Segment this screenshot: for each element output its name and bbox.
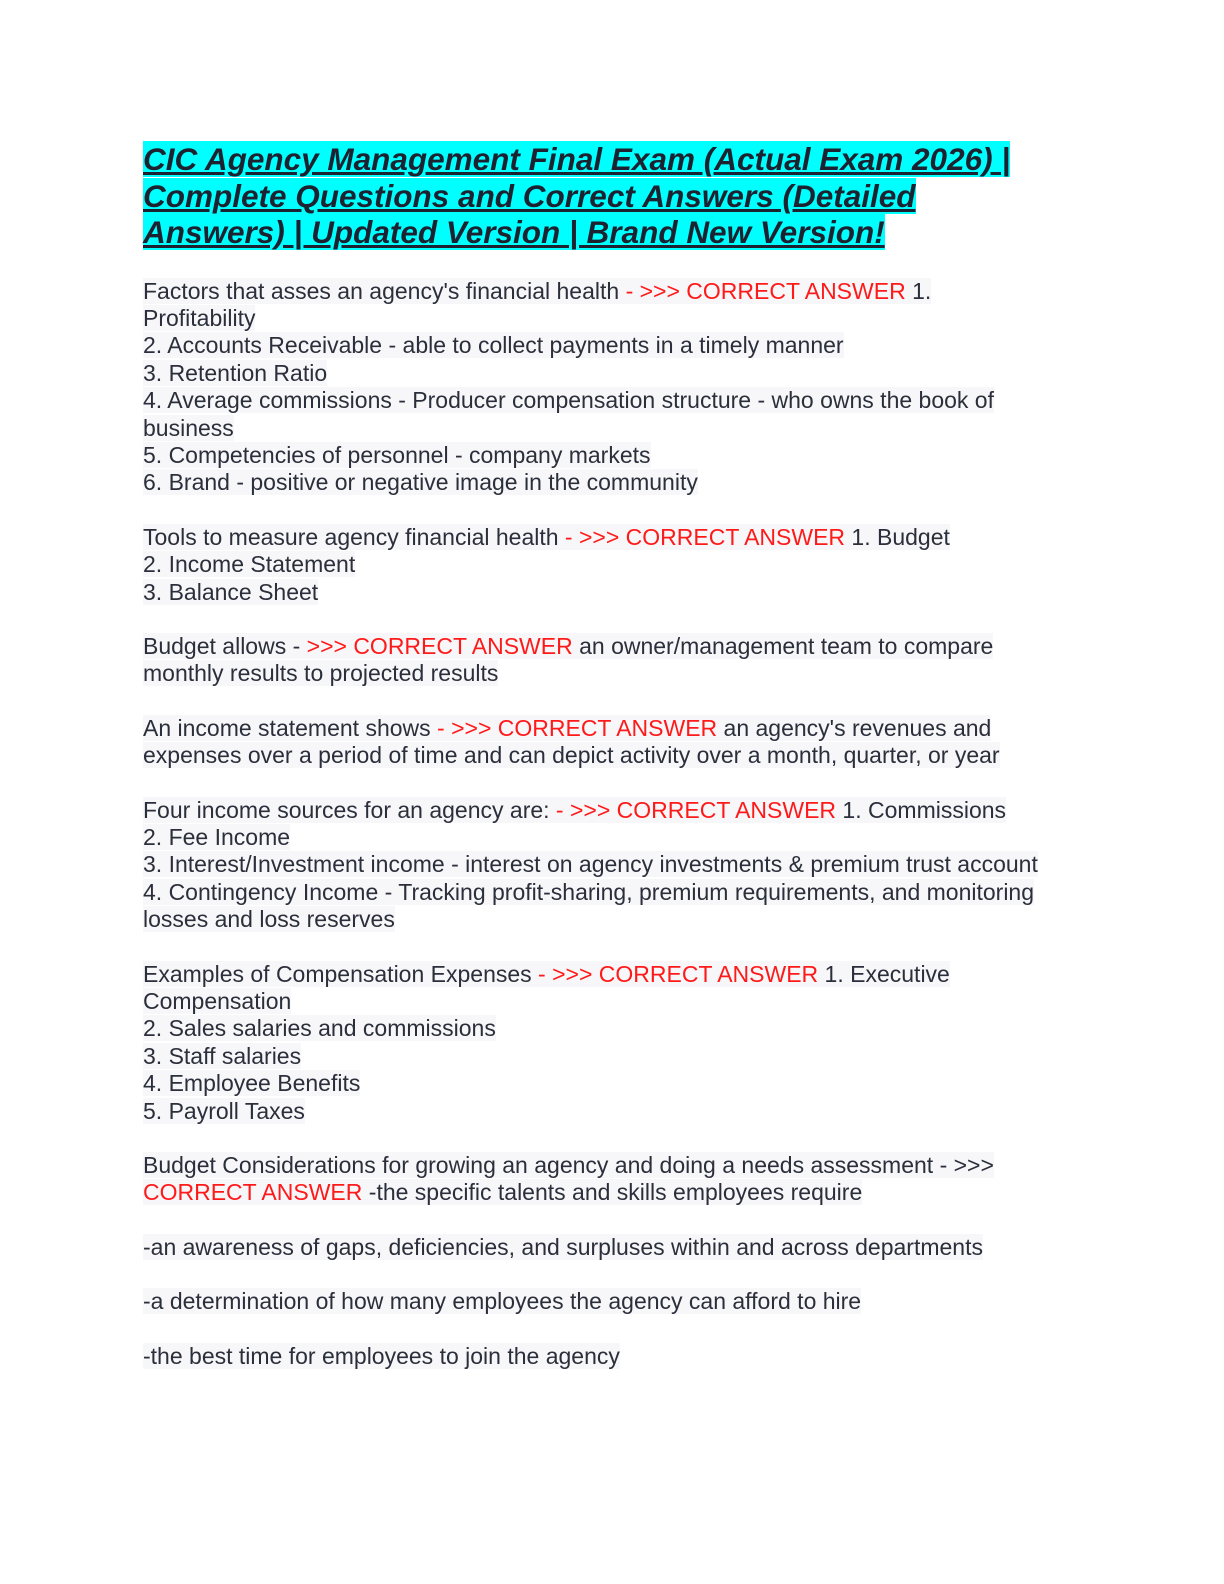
question-text: Four income sources for an agency are: <box>143 796 556 823</box>
answer-text: -the specific talents and skills employees require <box>362 1179 863 1206</box>
question-text: An income statement shows <box>143 714 438 741</box>
answer-paragraph <box>143 1343 1083 1370</box>
answer-line: 5. Payroll Taxes <box>143 1097 305 1124</box>
qa-item-budget-allows <box>143 633 1083 688</box>
answer-line: 3. Balance Sheet <box>143 578 319 605</box>
answer-text: 1. Commissions <box>836 796 1007 823</box>
qa-item-financial-health-tools <box>143 524 1083 606</box>
answer-line: 2. Fee Income <box>143 824 291 850</box>
answer-line: Compensation <box>143 988 292 1015</box>
document-title <box>143 141 1083 251</box>
answer-line: 4. Employee Benefits <box>143 1070 361 1097</box>
question-text: Factors that asses an agency's financial health <box>143 277 626 304</box>
question-text: Examples of Compensation Expenses <box>143 960 539 987</box>
title-line-1: CIC Agency Management Final Exam (Actual Exam 2026) | <box>143 141 1011 177</box>
answer-line: 6. Brand - positive or negative image in the community <box>143 469 698 496</box>
answer-line: 3. Staff salaries <box>143 1042 302 1069</box>
answer-line: -a determination of how many employees the agency can afford to hire <box>143 1288 862 1315</box>
qa-item-financial-health-factors <box>143 278 1083 497</box>
answer-paragraph <box>143 1234 1083 1261</box>
correct-answer-marker: - >>> CORRECT ANSWER <box>555 796 837 823</box>
correct-answer-marker: - >>> CORRECT ANSWER <box>538 960 819 987</box>
answer-line: 3. Interest/Investment income - interest on agency investments & premium trust account <box>143 851 1038 878</box>
answer-text: 1. <box>905 277 932 304</box>
answer-text: an owner/management team to compare <box>572 632 994 659</box>
correct-answer-marker: - >>> CORRECT ANSWER <box>564 523 846 550</box>
question-text: Budget Considerations for growing an agency and doing a needs assessment - >>> <box>143 1152 994 1179</box>
answer-line: 3. Retention Ratio <box>143 359 328 386</box>
answer-line: 4. Contingency Income - Tracking profit-sharing, premium requirements, and monitoring <box>143 878 1035 905</box>
answer-line: 2. Income Statement <box>143 551 356 578</box>
answer-line: -the best time for employees to join the agency <box>143 1342 620 1369</box>
answer-text: 1. Executive <box>818 960 950 987</box>
answer-line: -an awareness of gaps, deficiencies, and surpluses within and across departments <box>143 1233 983 1260</box>
qa-item-budget-considerations <box>143 1152 1083 1207</box>
answer-line: 4. Average commissions - Producer compensation structure - who owns the book of <box>143 387 994 414</box>
answer-line: 5. Competencies of personnel - company markets <box>143 441 651 468</box>
answer-line: 2. Accounts Receivable - able to collect payments in a timely manner <box>143 332 844 359</box>
question-text: Tools to measure agency financial health <box>143 523 565 550</box>
qa-item-income-sources <box>143 797 1083 934</box>
answer-line: expenses over a period of time and can depict activity over a month, quarter, or year <box>143 742 1000 769</box>
title-line-3: Answers) | Updated Version | Brand New Version! <box>143 214 885 250</box>
qa-item-income-statement <box>143 715 1083 770</box>
answer-text: an agency's revenues and <box>717 714 992 741</box>
answer-line: 2. Sales salaries and commissions <box>143 1015 496 1042</box>
answer-line: losses and loss reserves <box>143 906 395 933</box>
answer-paragraph <box>143 1288 1083 1315</box>
qa-item-compensation-expenses <box>143 961 1083 1125</box>
answer-line: business <box>143 414 234 441</box>
answer-line: Profitability <box>143 304 256 331</box>
correct-answer-marker: - >>> CORRECT ANSWER <box>437 714 718 741</box>
answer-text: 1. Budget <box>845 523 950 550</box>
question-text: Budget allows - <box>143 632 307 659</box>
document-page <box>143 141 1083 1397</box>
correct-answer-marker: CORRECT ANSWER <box>143 1179 363 1206</box>
correct-answer-marker: - >>> CORRECT ANSWER <box>625 277 906 304</box>
answer-line: monthly results to projected results <box>143 660 499 687</box>
title-line-2: Complete Questions and Correct Answers (Detailed <box>143 177 916 214</box>
qa-list <box>143 278 1083 1371</box>
correct-answer-marker: >>> CORRECT ANSWER <box>306 632 573 659</box>
